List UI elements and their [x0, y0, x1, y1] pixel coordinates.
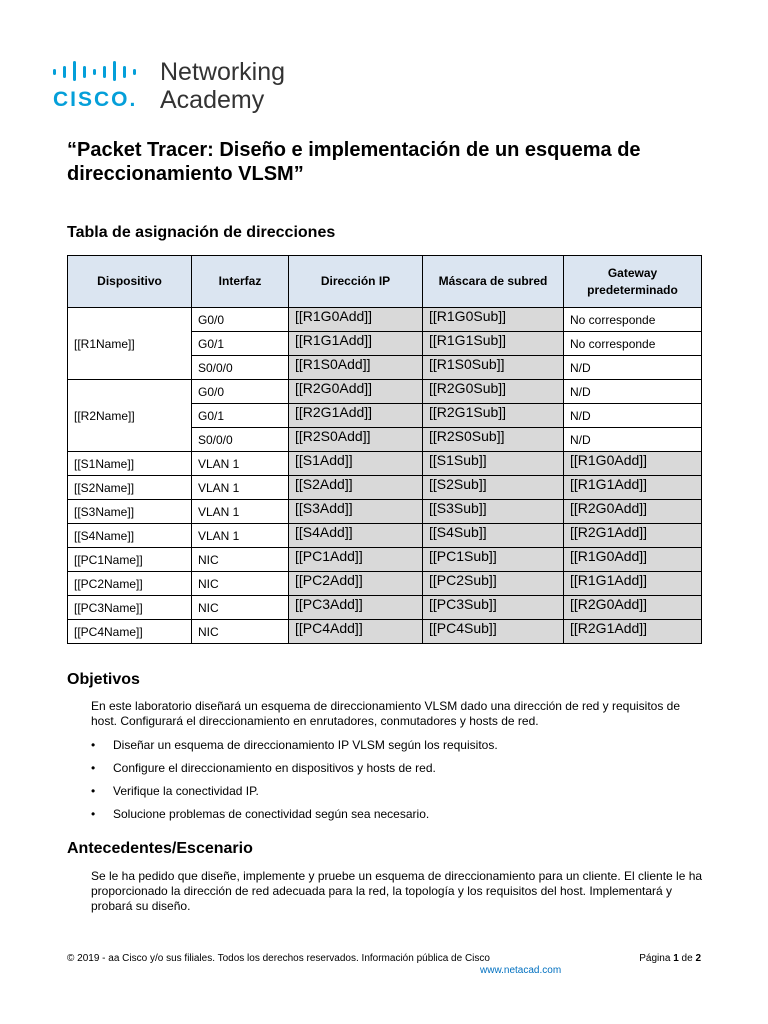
- cell-mask: [[R2G1Sub]]: [423, 404, 564, 428]
- cell-interface: NIC: [192, 572, 289, 596]
- cell-device: [[PC2Name]]: [68, 572, 192, 596]
- col-header-interfaz: Interfaz: [192, 256, 289, 308]
- cell-gateway: N/D: [564, 404, 702, 428]
- cell-interface: G0/1: [192, 332, 289, 356]
- address-table-heading: Tabla de asignación de direcciones: [67, 224, 336, 241]
- document-title: “Packet Tracer: Diseño e implementación de un esquema de direccionamiento VLSM”: [67, 139, 641, 185]
- cell-interface: S0/0/0: [192, 356, 289, 380]
- cell-interface: G0/1: [192, 404, 289, 428]
- cell-gateway: [[R1G0Add]]: [564, 452, 702, 476]
- cell-gateway: [[R1G0Add]]: [564, 548, 702, 572]
- cell-ip: [[PC1Add]]: [289, 548, 423, 572]
- cell-interface: NIC: [192, 620, 289, 644]
- list-item: • Solucione problemas de conectividad según sea necesario.: [91, 807, 691, 830]
- cell-device: [[S1Name]]: [68, 452, 192, 476]
- cell-mask: [[R1G0Sub]]: [423, 308, 564, 332]
- cell-mask: [[S1Sub]]: [423, 452, 564, 476]
- background-text: Se le ha pedido que diseñe, implemente y pruebe un esquema de direccionamiento para un cliente. El cliente le ha proporcionado la dirección de red adecuada para la red, la topología y los requisitos del host. Implementará y probará su diseño.: [91, 869, 703, 913]
- cell-mask: [[R2G0Sub]]: [423, 380, 564, 404]
- cell-device: [[PC1Name]]: [68, 548, 192, 572]
- cell-ip: [[PC4Add]]: [289, 620, 423, 644]
- table-row: [68, 476, 702, 500]
- col-header-direccion-ip: Dirección IP: [289, 256, 423, 308]
- cell-interface: NIC: [192, 596, 289, 620]
- objectives-heading: Objetivos: [67, 671, 140, 688]
- col-header-mascara: Máscara de subred: [423, 256, 564, 308]
- table-row: [68, 572, 702, 596]
- footer-copyright: © 2019 - aa Cisco y/o sus filiales. Todos los derechos reservados. Información pública de Cisco: [67, 953, 490, 964]
- cell-ip: [[R2G0Add]]: [289, 380, 423, 404]
- cell-mask: [[S3Sub]]: [423, 500, 564, 524]
- logo-networking-text: Networking: [160, 58, 286, 86]
- table-row: [68, 500, 702, 524]
- cell-gateway: No corresponde: [564, 332, 702, 356]
- cell-mask: [[S2Sub]]: [423, 476, 564, 500]
- cell-ip: [[S1Add]]: [289, 452, 423, 476]
- cell-interface: VLAN 1: [192, 524, 289, 548]
- cell-mask: [[R2S0Sub]]: [423, 428, 564, 452]
- table-header-row: [68, 256, 702, 308]
- cell-mask: [[R1G1Sub]]: [423, 332, 564, 356]
- cell-gateway: No corresponde: [564, 308, 702, 332]
- cell-device: [[PC4Name]]: [68, 620, 192, 644]
- table-row: [68, 380, 702, 404]
- cell-gateway: [[R1G1Add]]: [564, 572, 702, 596]
- cell-mask: [[PC2Sub]]: [423, 572, 564, 596]
- col-header-gateway: Gateway predeterminado: [564, 256, 702, 308]
- cell-ip: [[R1G0Add]]: [289, 308, 423, 332]
- cell-gateway: N/D: [564, 380, 702, 404]
- cell-gateway: N/D: [564, 428, 702, 452]
- cell-interface: VLAN 1: [192, 452, 289, 476]
- cell-gateway: [[R2G0Add]]: [564, 596, 702, 620]
- cell-interface: G0/0: [192, 380, 289, 404]
- cell-gateway: [[R2G1Add]]: [564, 620, 702, 644]
- cell-mask: [[S4Sub]]: [423, 524, 564, 548]
- page-total: 2: [695, 953, 701, 964]
- cell-interface: S0/0/0: [192, 428, 289, 452]
- cell-device: [[PC3Name]]: [68, 596, 192, 620]
- cisco-wordmark: CISCO.: [53, 88, 138, 111]
- page-label: Página: [639, 953, 671, 964]
- cell-ip: [[R2G1Add]]: [289, 404, 423, 428]
- list-item: • Configure el direccionamiento en dispositivos y hosts de red.: [91, 761, 691, 784]
- cell-gateway: [[R2G0Add]]: [564, 500, 702, 524]
- cisco-networking-academy-logo: [52, 58, 312, 118]
- table-row: [68, 620, 702, 644]
- cell-device: [[S2Name]]: [68, 476, 192, 500]
- cell-ip: [[S4Add]]: [289, 524, 423, 548]
- cell-mask: [[R1S0Sub]]: [423, 356, 564, 380]
- list-item: • Verifique la conectividad IP.: [91, 784, 691, 807]
- cell-ip: [[PC3Add]]: [289, 596, 423, 620]
- cell-ip: [[R2S0Add]]: [289, 428, 423, 452]
- cell-ip: [[S2Add]]: [289, 476, 423, 500]
- cell-ip: [[S3Add]]: [289, 500, 423, 524]
- cell-mask: [[PC4Sub]]: [423, 620, 564, 644]
- cell-ip: [[R1S0Add]]: [289, 356, 423, 380]
- page-of: de: [681, 953, 693, 964]
- page-current: 1: [673, 953, 679, 964]
- cell-device: [[S4Name]]: [68, 524, 192, 548]
- cell-gateway: [[R2G1Add]]: [564, 524, 702, 548]
- objectives-list: [91, 738, 691, 830]
- background-heading: Antecedentes/Escenario: [67, 840, 253, 857]
- cell-ip: [[R1G1Add]]: [289, 332, 423, 356]
- table-row: [68, 308, 702, 332]
- cell-mask: [[PC1Sub]]: [423, 548, 564, 572]
- cell-device: [[S3Name]]: [68, 500, 192, 524]
- col-header-dispositivo: Dispositivo: [68, 256, 192, 308]
- table-row: [68, 524, 702, 548]
- cell-interface: G0/0: [192, 308, 289, 332]
- cell-gateway: N/D: [564, 356, 702, 380]
- objectives-intro: En este laboratorio diseñará un esquema de direccionamiento VLSM dado una dirección de red y requisitos de host. Configurará el direccionamiento en enrutadores, conmutadores y hosts de red.: [91, 699, 681, 728]
- cell-device: [[R1Name]]: [68, 308, 192, 380]
- table-row: [68, 452, 702, 476]
- table-row: [68, 548, 702, 572]
- address-table: [67, 255, 702, 644]
- table-row: [68, 596, 702, 620]
- cell-interface: VLAN 1: [192, 500, 289, 524]
- cell-interface: VLAN 1: [192, 476, 289, 500]
- cell-device: [[R2Name]]: [68, 380, 192, 452]
- cell-gateway: [[R1G1Add]]: [564, 476, 702, 500]
- logo-academy-text: Academy: [160, 86, 265, 114]
- cell-ip: [[PC2Add]]: [289, 572, 423, 596]
- netacad-link[interactable]: www.netacad.com: [480, 965, 562, 976]
- cell-interface: NIC: [192, 548, 289, 572]
- cell-mask: [[PC3Sub]]: [423, 596, 564, 620]
- cisco-bars-icon: [52, 60, 148, 82]
- list-item: • Diseñar un esquema de direccionamiento IP VLSM según los requisitos.: [91, 738, 691, 761]
- footer-page-number: [639, 953, 701, 964]
